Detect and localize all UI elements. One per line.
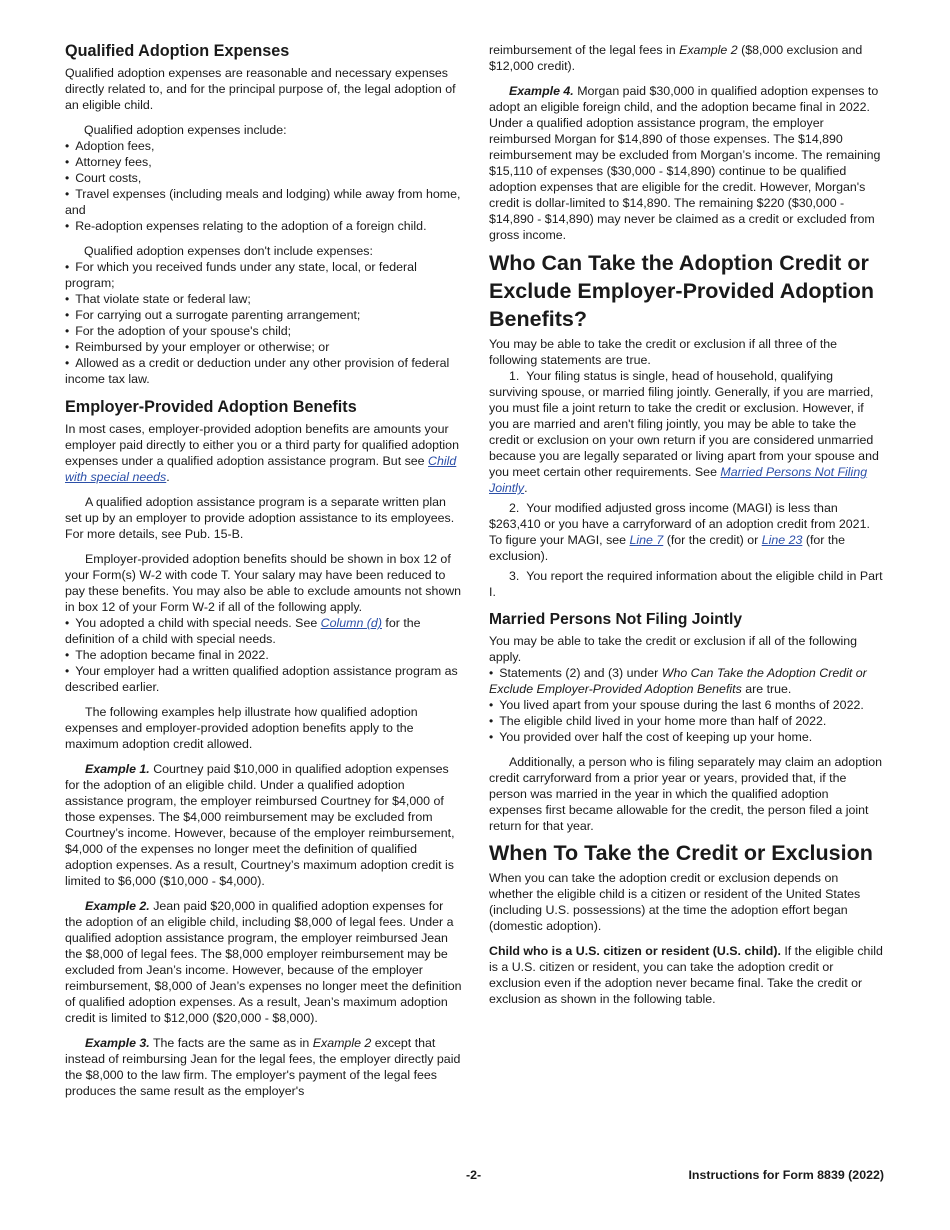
statement-1: 1. Your filing status is single, head of household, qualifying surviving spouse, or married filing jointly. Generally, if you are married, you must file a joint return to take the credit or exclusion. However, if you are married and aren't filing jointly, you may be able to take the credit or exclusion on your own return if you are considered unmarried because you are legally separated or living apart from your spouse and you meet certain other requirements. See Married Persons Not Filing Jointly. — [489, 369, 879, 495]
list-item: • You adopted a child with special needs. See Column (d) for the definition of a child with special needs. — [65, 615, 463, 647]
include-lead: Qualified adoption expenses include: — [84, 123, 287, 137]
statement-2: 2. Your modified adjusted gross income (MAGI) is less than $263,410 or you have a carryforward of an adoption credit from 2021. To figure your MAGI, see Line 7 (for the credit) or Line 23 (for the exclusion). — [489, 501, 870, 563]
example-1: Example 1. Courtney paid $10,000 in qualified adoption expenses for the adoption of an eligible child. Under a qualified adoption assistance program, the employer reimbursed Courtney for $4,000 of those expenses. The $4,000 reimbursement may be excluded from Courtney’s income. However, because of the employer reimbursement, $4,000 of the expenses no longer meet the definition of qualified adoption expenses. As a result, Courtney’s maximum adoption credit is limited to $6,000 ($10,000 - $4,000). — [65, 762, 455, 888]
qae-intro: Qualified adoption expenses are reasonable and necessary expenses directly related to, and for the principal purpose of, the legal adoption of an eligible child. — [65, 66, 456, 112]
left-column — [65, 40, 463, 1099]
statement-3: 3. You report the required information about the eligible child in Part I. — [489, 569, 883, 599]
epab-paragraph-3: Employer-provided adoption benefits should be shown in box 12 of your Form(s) W-2 with code T. Your salary may have been reduced to pay these benefits. You may also be able to exclude amounts not shown in box 12 of your Form W-2 if all of the following apply. — [65, 552, 462, 614]
list-item: • For the adoption of your spouse's child; — [65, 323, 463, 339]
when-paragraph-1: When you can take the adoption credit or exclusion depends on whether the eligible child is a citizen or resident of the United States (including U.S. possessions) at the time the adoption effort began (domestic adoption). — [489, 871, 861, 933]
example-3: Example 3. The facts are the same as in Example 2 except that instead of reimbursing Jean for the legal fees, the employer directly paid the $8,000 to the law firm. The employer's payment of the legal fees produces the same result as the employer's — [65, 1036, 461, 1098]
list-item: • The eligible child lived in your home more than half of 2022. — [489, 713, 885, 729]
list-item: • For which you received funds under any state, local, or federal program; — [65, 259, 463, 291]
list-item: • Allowed as a credit or deduction under any other provision of federal income tax law. — [65, 355, 463, 387]
epab-heading: Employer-Provided Adoption Benefits — [65, 398, 357, 416]
include-list — [65, 138, 463, 234]
exclude-lead: Qualified adoption expenses don't include expenses: — [84, 244, 373, 258]
married-persons-link[interactable]: Married Persons Not Filing Jointly — [489, 465, 868, 495]
epab-paragraph-2: A qualified adoption assistance program is a separate written plan set up by an employer to provide adoption assistance to its employees. For more details, see Pub. 15-B. — [65, 495, 455, 541]
exclude-list — [65, 259, 463, 387]
line-7-link[interactable]: Line 7 — [629, 533, 664, 547]
list-item: • Statements (2) and (3) under Who Can Take the Adoption Credit or Exclude Employer-Provided Adoption Benefits are true. — [489, 665, 885, 697]
qae-heading: Qualified Adoption Expenses — [65, 42, 290, 60]
form-title: Instructions for Form 8839 (2022) — [688, 1168, 884, 1182]
page-number: -2- — [466, 1168, 482, 1182]
list-item: • Attorney fees, — [65, 154, 463, 170]
examples-intro: The following examples help illustrate how qualified adoption expenses and employer-provided adoption benefits apply to the maximum adoption credit allowed. — [65, 705, 418, 751]
us-child-paragraph: Child who is a U.S. citizen or resident (U.S. child). If the eligible child is a U.S. citizen or resident, you can take the adoption credit or exclusion even if the adoption never became final. Take the credit or exclusion as shown in the following table. — [489, 944, 883, 1006]
list-item: • The adoption became final in 2022. — [65, 647, 463, 663]
line-23-link[interactable]: Line 23 — [761, 533, 803, 547]
who-intro: You may be able to take the credit or exclusion if all three of the following statements are true. — [489, 337, 838, 367]
child-special-needs-link[interactable]: Child with special needs — [65, 454, 457, 484]
list-item: • Re-adoption expenses relating to the adoption of a foreign child. — [65, 218, 463, 234]
list-item: • Travel expenses (including meals and lodging) while away from home, and — [65, 186, 463, 218]
list-item: • You provided over half the cost of keeping up your home. — [489, 729, 885, 745]
mpnfj-conditions-list — [489, 665, 885, 745]
list-item: • You lived apart from your spouse during the last 6 months of 2022. — [489, 697, 885, 713]
list-item: • For carrying out a surrogate parenting arrangement; — [65, 307, 463, 323]
epab-conditions-list — [65, 615, 463, 695]
list-item: • Adoption fees, — [65, 138, 463, 154]
list-item: • Court costs, — [65, 170, 463, 186]
when-to-take-heading: When To Take the Credit or Exclusion — [489, 841, 873, 865]
example-2: Example 2. Jean paid $20,000 in qualified adoption expenses for the adoption of an eligible child, including $8,000 of legal fees. Under a qualified adoption assistance program, the employer reimbursed Jean the $8,000 of legal fees. The $8,000 employer reimbursement may be excluded from Jean’s income. However, because of the employer reimbursement, $8,000 of Jean’s expenses no longer meet the definition of qualified adoption expenses. As a result, Jean’s maximum adoption credit is limited to $12,000 ($20,000 - $8,000). — [65, 899, 462, 1025]
epab-paragraph-1: In most cases, employer-provided adoption benefits are amounts your employer paid directly to either you or a third party for qualified adoption expenses under a qualified adoption assistance program. But see Child with special needs. — [65, 422, 459, 484]
example-3-continued: reimbursement of the legal fees in Example 2 ($8,000 exclusion and $12,000 credit). — [489, 43, 863, 73]
mpnfj-intro: You may be able to take the credit or exclusion if all of the following apply. — [489, 634, 858, 664]
list-item: • Your employer had a written qualified adoption assistance program as described earlier. — [65, 663, 463, 695]
right-column — [489, 42, 885, 1007]
mpnfj-paragraph-2: Additionally, a person who is filing separately may claim an adoption credit carryforward from a prior year or years, provided that, if the person was married in the year in which the qualified adoption expenses first became allowable for the credit, the person filed a joint return for that year. — [489, 755, 883, 833]
who-can-take-heading: Who Can Take the Adoption Credit or Exclude Employer-Provided Adoption Benefits? — [489, 251, 875, 331]
list-item: • Reimbursed by your employer or otherwise; or — [65, 339, 463, 355]
column-d-link[interactable]: Column (d) — [320, 616, 382, 630]
married-persons-heading: Married Persons Not Filing Jointly — [489, 611, 743, 628]
list-item: • That violate state or federal law; — [65, 291, 463, 307]
example-4: Example 4. Morgan paid $30,000 in qualified adoption expenses to adopt an eligible foreign child, and the adoption became final in 2022. Under a qualified adoption assistance program, the employer reimbursed Morgan for $14,890 of those expenses. The $14,890 reimbursement may be excluded from Morgan’s income. The remaining $15,110 of expenses ($30,000 - $14,890) continue to be qualified adoption expenses that are eligible for the credit. However, Morgan's credit is dollar-limited to $14,890. The remaining $220 ($30,000 - $14,890 - $14,890) may never be claimed as a credit or excluded from gross income. — [489, 84, 881, 242]
